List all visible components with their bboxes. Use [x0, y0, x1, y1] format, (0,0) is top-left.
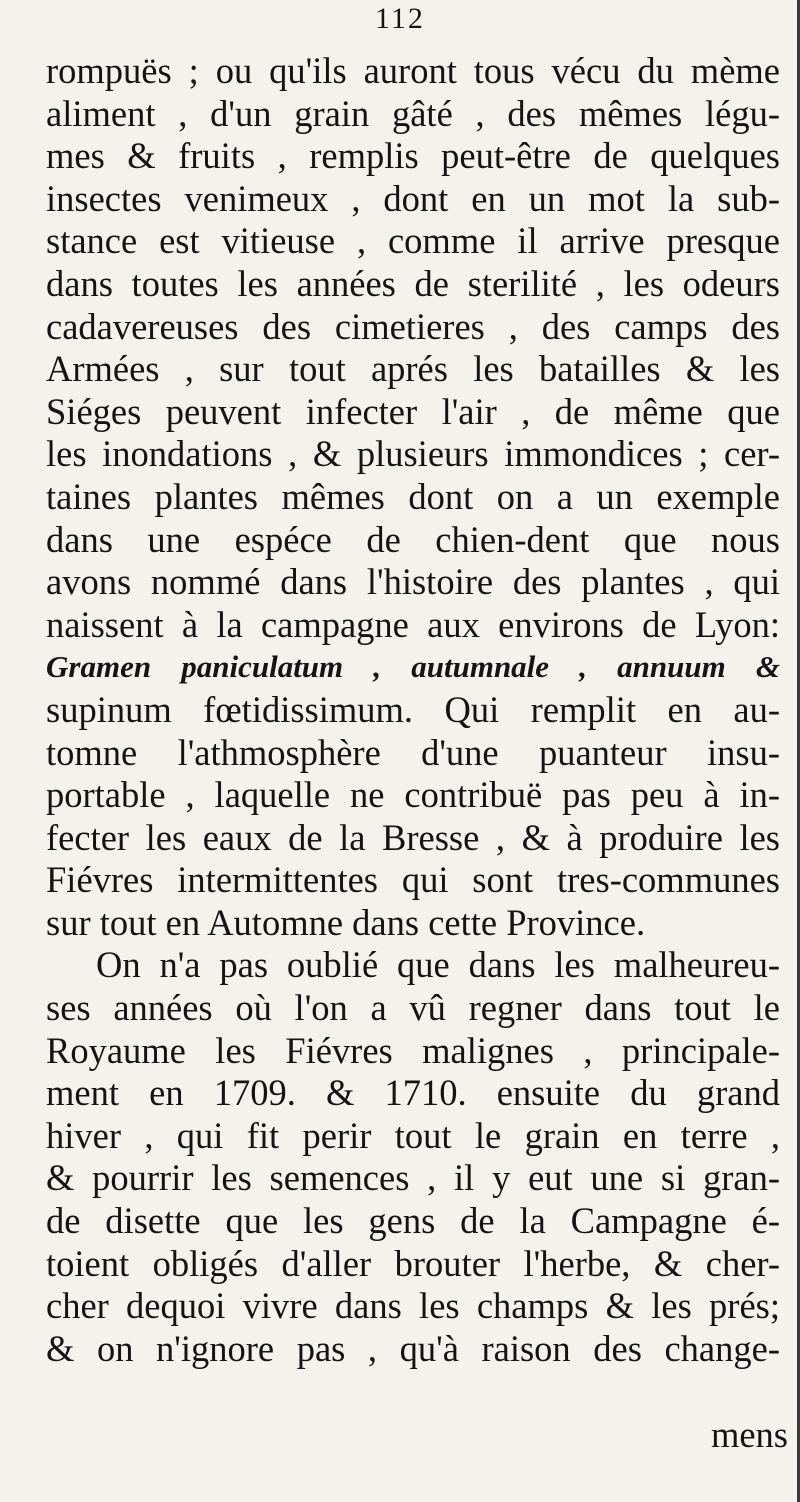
- text-line: ment en 1709. & 1710. ensuite du grand: [46, 1072, 780, 1114]
- text-line: insectes venimeux , dont en un mot la sub-: [46, 177, 780, 219]
- text-line: Armées , sur tout aprés les batailles & les: [46, 348, 780, 390]
- text-line: mes & fruits , remplis peut-être de quelques: [46, 135, 780, 177]
- text-line: avons nommé dans l'histoire des plantes , qui: [46, 561, 780, 603]
- text-line: dans une espéce de chien-dent que nous: [46, 518, 780, 560]
- text-line: naissent à la campagne aux environs de Lyon:: [46, 603, 780, 645]
- paragraph-end-line: sur tout en Automne dans cette Province.: [46, 901, 646, 943]
- text-line: Fiévres intermittentes qui sont tres-communes: [46, 859, 780, 901]
- text-line: & on n'ignore pas , qu'à raison des change-: [46, 1327, 780, 1369]
- latin-plant-name-line: Gramen paniculatum , autumnale , annuum &: [46, 649, 780, 685]
- text-line: hiver , qui fit perir tout le grain en terre ,: [46, 1114, 780, 1156]
- text-line: cher dequoi vivre dans les champs & les prés;: [46, 1285, 780, 1327]
- paragraph-start-line: On n'a pas oublié que dans les malheureu-: [96, 944, 780, 986]
- text-line: & pourrir les semences , il y eut une si gran-: [46, 1157, 780, 1199]
- text-line: Siéges peuvent infecter l'air , de même que: [46, 390, 780, 432]
- text-line: fecter les eaux de la Bresse , & à produire les: [46, 816, 780, 858]
- text-line: supinum fœtidissimum. Qui remplit en au-: [46, 688, 780, 730]
- catchword: mens: [710, 1414, 788, 1455]
- text-line: toient obligés d'aller brouter l'herbe, & cher-: [46, 1242, 780, 1284]
- page-number: 112: [375, 2, 425, 35]
- text-line: tomne l'athmosphère d'une puanteur insu-: [46, 731, 780, 773]
- text-line: les inondations , & plusieurs immondices ; cer-: [46, 433, 780, 475]
- text-line: rompuës ; ou qu'ils auront tous vécu du mème: [46, 50, 780, 91]
- text-line: taines plantes mêmes dont on a un exemple: [46, 475, 780, 517]
- text-line: Royaume les Fiévres malignes , principale-: [46, 1029, 780, 1071]
- text-line: aliment , d'un grain gâté , des mêmes légu-: [46, 92, 780, 134]
- text-line: de disette que les gens de la Campagne é-: [46, 1200, 780, 1242]
- text-line: cadavereuses des cimetieres , des camps des: [46, 305, 780, 347]
- text-line: dans toutes les années de sterilité , les odeurs: [46, 262, 780, 304]
- text-line: stance est vitieuse , comme il arrive presque: [46, 220, 780, 262]
- text-line: ses années où l'on a vû regner dans tout le: [46, 987, 780, 1029]
- text-line: portable , laquelle ne contribuë pas peu à in-: [46, 774, 780, 816]
- body-text: [46, 50, 780, 1370]
